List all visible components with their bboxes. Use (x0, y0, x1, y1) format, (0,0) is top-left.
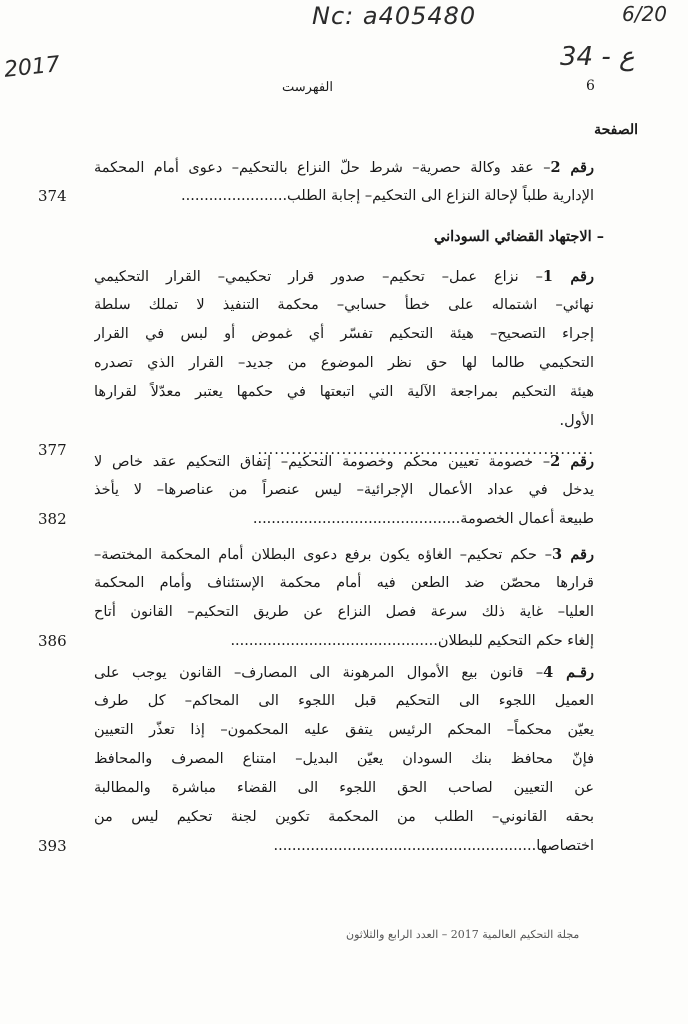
toc-line-text: عن التعيين لصاحب الحق اللجوء الى القضاء مباشرة والمطالبة (94, 780, 594, 796)
entry-number: رقم 2 (550, 453, 594, 470)
handwritten-reference: Nc: a405480 (312, 2, 477, 30)
entry-number: رقم 3 (552, 546, 594, 563)
entry-page-number: 393 (38, 837, 67, 855)
toc-entry (28, 540, 636, 656)
toc-line-text: التحكيمي طالما لها حق نظر الموضوع من جديد– القرار الذي تصدره (94, 355, 594, 371)
toc-line-text: العميل اللجوء الى التحكيم قبل اللجوء الى المحاكم– كل طرف (94, 693, 594, 709)
toc-line-text: فإنّ محافظ بنك السودان يعيّن البديل– امتناع المصرف والمحافظ (94, 751, 594, 767)
toc-line (28, 182, 636, 211)
toc-line-text: رقم 2– خصومة تعيين محكم وخصومة التحكيم– إتفاق التحكيم عقد خاص لا (94, 453, 594, 470)
toc-line-text: هيئة التحكيم بمراجعة الآلية التي اتبعتها في حكمها يعتبر معدّلاً لقرارها (94, 384, 594, 400)
toc-line-text: طبيعة أعمال الخصومة............................................. (252, 511, 594, 527)
handwritten-year: 2017 (2, 52, 62, 83)
toc-line (28, 153, 636, 182)
entry-page-number: 386 (38, 632, 67, 650)
entry-number: رقم 1 (542, 268, 594, 285)
toc-line-text: نهائي– اشتماله على خطأ حسابي– محكمة التنفيذ لا تملك سلطة (94, 297, 594, 313)
page-footer: مجلة التحكيم العالمية 2017 – العدد الرابع والثلاثون (346, 928, 580, 941)
handwritten-page-code: 34 - ع (560, 42, 635, 72)
handwritten-fraction: 6/20 (622, 2, 667, 26)
toc-line-text: قرارها محصّن ضد الطعن فيه أمام محكمة الإستئناف وأمام المحكمة (94, 575, 594, 591)
running-title: الفهرست (282, 80, 333, 95)
toc-leader-dots: ............................................................ (257, 442, 594, 458)
entry-page-number: 377 (38, 441, 67, 459)
toc-entry (28, 262, 636, 465)
toc-line-text: يعيّن محكماً– المحكم الرئيس يتفق عليه المحكمون– إذا تعذّر التعيين (94, 722, 594, 738)
toc-entry-top (28, 153, 636, 211)
section-heading: – الاجتهاد القضائي السوداني (434, 228, 604, 245)
entry-page-number: 374 (38, 187, 67, 205)
toc-line-text: بحقه القانوني– الطلب من المحكمة تكوين لجنة تحكيم ليس من (94, 809, 594, 825)
toc-line-text: رقـم 4– قانون بيع الأموال المرهونة الى المصارف– القانون يوجب على (94, 664, 594, 681)
toc-line-text: إجراء التصحيح– هيئة التحكيم تفسّر أي غموض أو لبس في القرار (94, 326, 594, 342)
page-column-header: الصفحة (594, 122, 638, 138)
toc-line-text: رقم 3– حكم تحكيم– الغاؤه يكون برفع دعوى البطلان أمام المحكمة المختصة– (94, 546, 594, 563)
toc-line-text: رقم 2– عقد وكالة حصرية– شرط حلّ النزاع بالتحكيم– دعوى أمام المحكمة (94, 159, 594, 176)
entry-number: رقم 2 (550, 159, 594, 176)
toc-line-text: الإدارية طلباً لإحالة النزاع الى التحكيم– إجابة الطلب....................... (181, 188, 594, 204)
page-number: 6 (586, 78, 595, 94)
entry-page-number: 382 (38, 510, 67, 528)
toc-line-text: يدخل في عداد الأعمال الإجرائية– ليس عنصراً من عناصرها– لا يأخذ (94, 482, 594, 498)
toc-line-text: إلغاء حكم التحكيم للبطلان............................................. (230, 633, 594, 649)
toc-entry (28, 447, 636, 534)
toc-line-text: العليا– غاية ذلك سرعة فصل النزاع عن طريق التحكيم– القانون أتاح (94, 604, 594, 620)
toc-line-text: اختصاصها......................................................... (273, 838, 594, 854)
toc-line-text: الأول. (559, 413, 594, 429)
entry-number: رقـم 4 (543, 664, 594, 681)
toc-entry (28, 658, 636, 861)
toc-line-text: رقم 1– نزاع عمل– تحكيم– صدور قرار تحكيمي– القرار التحكيمي (94, 268, 594, 285)
